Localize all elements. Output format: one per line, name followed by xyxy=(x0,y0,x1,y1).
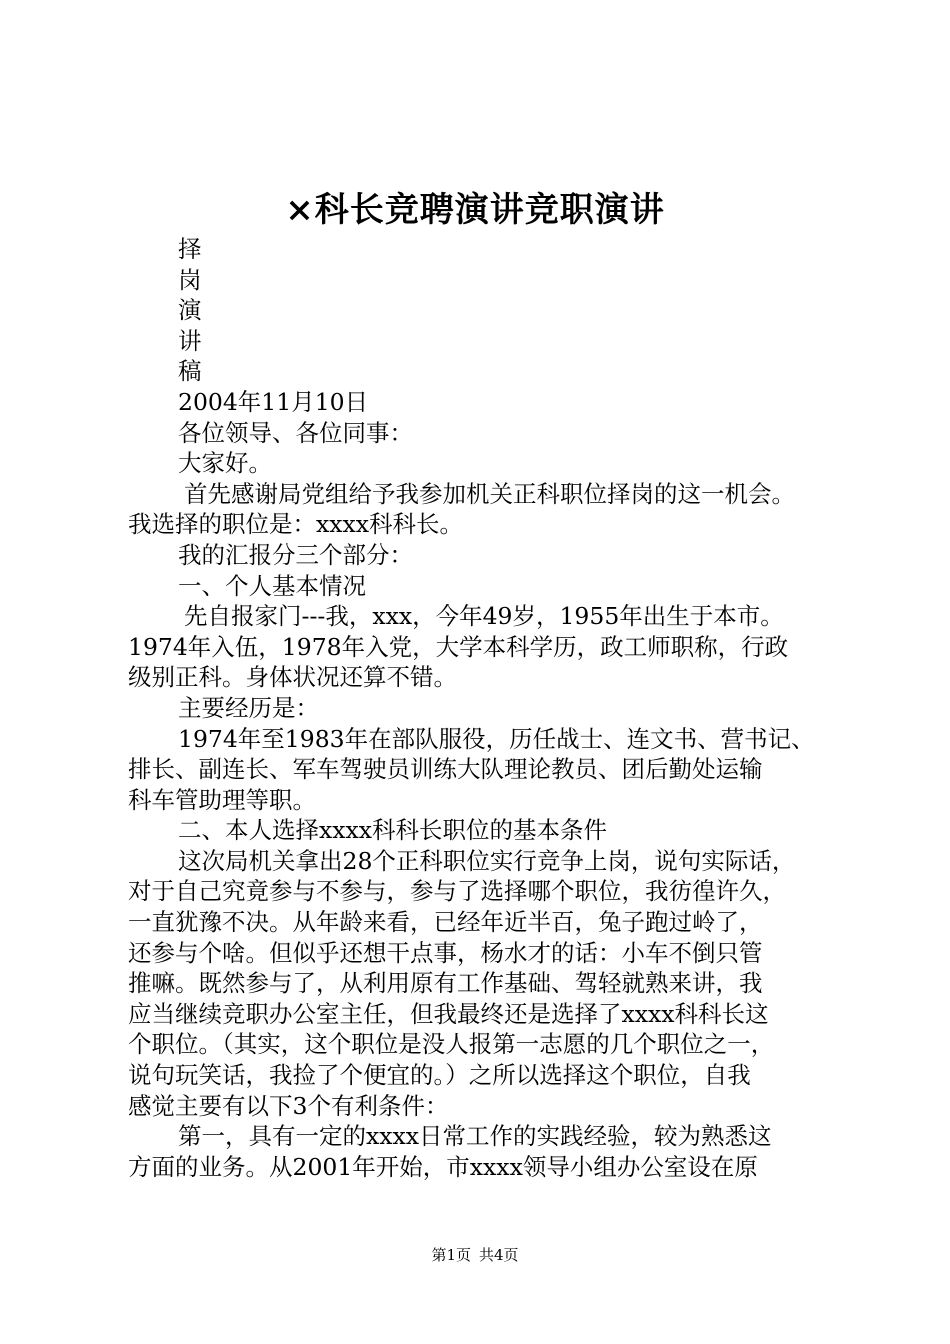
text-line: 各位领导、各位同事： xyxy=(178,418,413,447)
text-line: 二、本人选择xxxx科科长职位的基本条件 xyxy=(178,816,608,845)
heading-char: 岗 xyxy=(178,265,202,294)
text-line: 首先感谢局党组给予我参加机关正科职位择岗的这一机会。 xyxy=(184,479,795,508)
document-title: ×科长竞聘演讲竞职演讲 xyxy=(285,190,665,230)
text-line: 对于自己究竟参与不参与，参与了选择哪个职位，我彷徨许久， xyxy=(128,877,786,906)
text-line: 我选择的职位是：xxxx科科长。 xyxy=(128,510,464,539)
text-line: 第一，具有一定的xxxx日常工作的实践经验，较为熟悉这 xyxy=(178,1122,772,1151)
text-line: 1974年入伍，1978年入党，大学本科学历，政工师职称，行政 xyxy=(128,632,789,661)
document-date: 2004年11月10日 xyxy=(178,387,369,416)
heading-char: 择 xyxy=(178,235,202,263)
text-line: 方面的业务。从2001年开始，市xxxx领导小组办公室设在原 xyxy=(128,1152,758,1181)
heading-char: 演 xyxy=(178,296,202,325)
page-number: 第1页 xyxy=(431,1246,471,1264)
text-line: 大家好。 xyxy=(178,449,272,478)
text-line: 这次局机关拿出28个正科职位实行竞争上岗，说句实际话， xyxy=(178,846,796,875)
heading-char: 讲 xyxy=(178,326,202,355)
text-line: 一直犹豫不决。从年龄来看，已经年近半百，兔子跑过岭了， xyxy=(128,908,763,937)
page-footer xyxy=(0,1245,950,1265)
paragraph-lines xyxy=(128,418,868,1183)
page-total: 共4页 xyxy=(479,1246,519,1264)
heading-char: 稿 xyxy=(178,357,202,386)
text-line: 还参与个啥。但似乎还想干点事，杨水才的话：小车不倒只管 xyxy=(128,938,763,967)
text-line: 1974年至1983年在部队服役，历任战士、连文书、营书记、 xyxy=(178,724,815,753)
text-line: 说句玩笑话，我捡了个便宜的。）之所以选择这个职位，自我 xyxy=(128,1061,751,1090)
text-line: 科车管助理等职。 xyxy=(128,785,316,814)
text-line: 主要经历是： xyxy=(178,693,319,722)
text-line: 个职位。（其实，这个职位是没人报第一志愿的几个职位之一， xyxy=(128,1030,775,1059)
text-line: 推嘛。既然参与了，从利用原有工作基础、驾轻就熟来讲，我 xyxy=(128,969,763,998)
text-line: 应当继续竞职办公室主任，但我最终还是选择了xxxx科科长这 xyxy=(128,999,769,1028)
document-body xyxy=(128,234,868,1182)
text-line: 感觉主要有以下3个有利条件： xyxy=(128,1091,449,1120)
text-line: 我的汇报分三个部分： xyxy=(178,540,413,569)
text-line: 一、个人基本情况 xyxy=(178,571,366,600)
text-line: 先自报家门---我，xxx，今年49岁，1955年出生于本市。 xyxy=(184,602,784,631)
text-line: 级别正科。身体状况还算不错。 xyxy=(128,663,457,692)
text-line: 排长、副连长、军车驾驶员训练大队理论教员、团后勤处运输 xyxy=(128,755,763,784)
